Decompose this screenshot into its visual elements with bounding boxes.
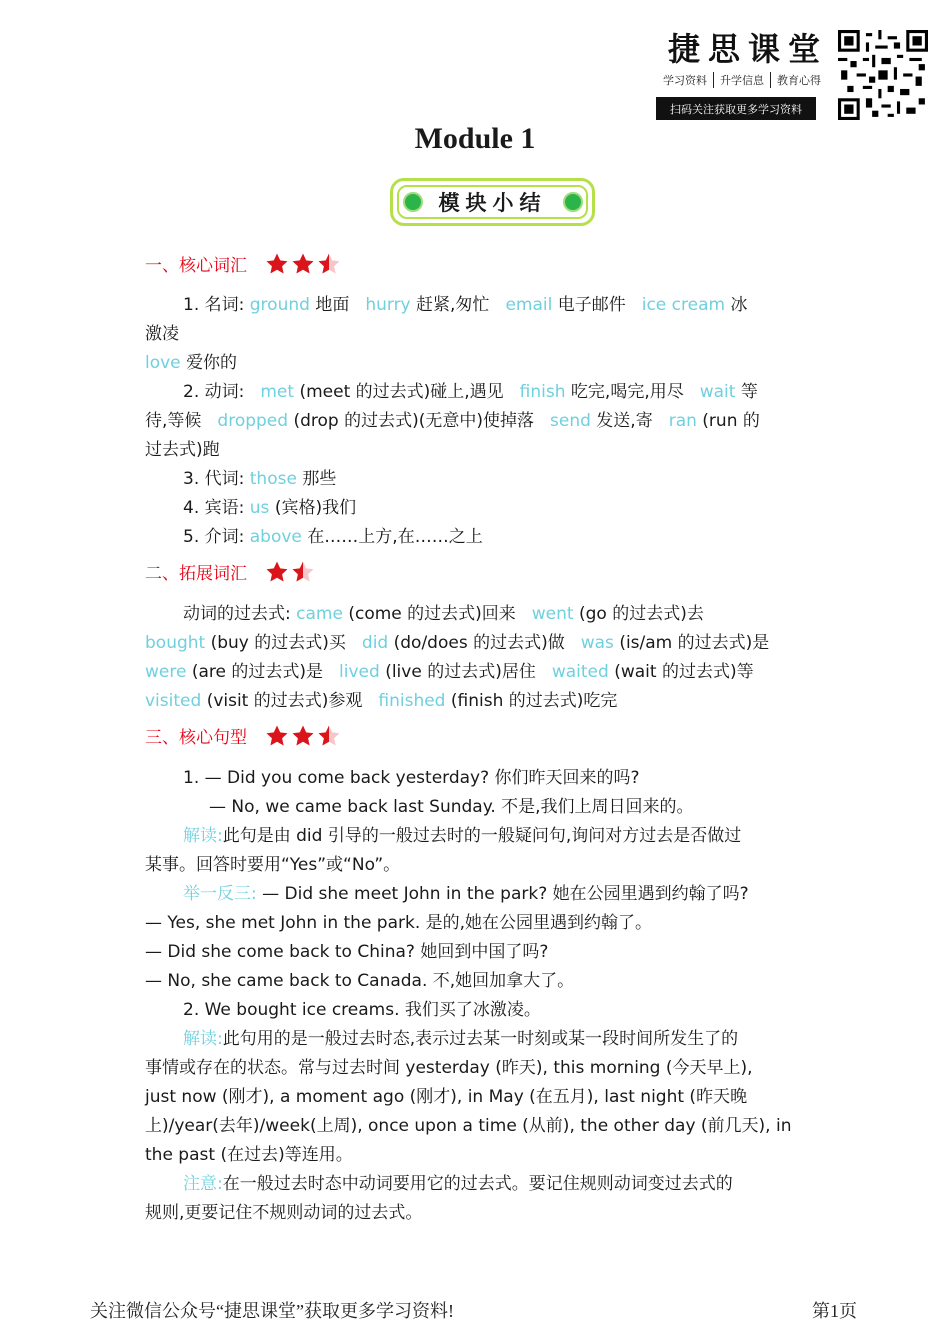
sentence-line: — No, we came back last Sunday. 不是,我们上周日回来的。 bbox=[209, 797, 694, 817]
star-half-icon bbox=[291, 560, 315, 584]
brand-banner: 扫码关注获取更多学习资料 bbox=[656, 97, 816, 120]
extension-line: — Yes, she met John in the park. 是的,她在公园里遇到约翰了。 bbox=[145, 913, 653, 933]
brand-tag: 学习资料 bbox=[657, 72, 714, 88]
ext-vocab-line: were (are 的过去式)是 lived (live 的过去式)居住 waited (wait 的过去式)等 bbox=[145, 662, 754, 682]
explanation-line: 解读:此句是由 did 引导的一般过去时的一般疑问句,询问对方过去是否做过 bbox=[183, 826, 742, 846]
footer-text: 关注微信公众号“捷思课堂”获取更多学习资料! bbox=[90, 1301, 454, 1321]
vocab-nouns: 1. 名词: ground 地面 hurry 赶紧,匆忙 email 电子邮件 ice cream 冰 bbox=[183, 295, 748, 315]
green-dot-icon bbox=[403, 192, 423, 212]
section-heading-core-vocab bbox=[145, 251, 341, 276]
explanation-line: just now (刚才), a moment ago (刚才), in May (在五月), last night (昨天晚 bbox=[145, 1087, 748, 1107]
section-heading-ext-vocab bbox=[145, 559, 315, 584]
star-full-icon bbox=[265, 252, 289, 276]
badge-label: 模块小结 bbox=[438, 191, 547, 215]
note-line: 注意:在一般过去时态中动词要用它的过去式。要记住规则动词变过去式的 bbox=[183, 1174, 733, 1194]
ext-vocab-line: 动词的过去式: came (come 的过去式)回来 went (go 的过去式)去 bbox=[183, 604, 704, 624]
section-title: 三、核心句型 bbox=[145, 728, 247, 748]
vocab-verbs-cont: 过去式)跑 bbox=[145, 440, 220, 460]
explanation-line: 事情或存在的状态。常与过去时间 yesterday (昨天), this morning (今天早上), bbox=[145, 1058, 753, 1078]
sentence-line: 1. — Did you come back yesterday? 你们昨天回来的吗? bbox=[183, 768, 640, 788]
green-dot-icon bbox=[563, 192, 583, 212]
explanation-line: 解读:此句用的是一般过去时态,表示过去某一时刻或某一段时间所发生了的 bbox=[183, 1029, 739, 1049]
explanation-line: 某事。回答时要用“Yes”或“No”。 bbox=[145, 855, 401, 875]
brand-tag: 升学信息 bbox=[714, 72, 771, 88]
star-full-icon bbox=[291, 724, 315, 748]
vocab-pronoun: 3. 代词: those 那些 bbox=[183, 469, 337, 489]
brand-title: 捷思课堂 bbox=[668, 30, 829, 68]
star-half-icon bbox=[317, 724, 341, 748]
explanation-line: 上)/year(去年)/week(上周), once upon a time (从前), the other day (前几天), in bbox=[145, 1116, 792, 1136]
vocab-nouns-cont: 激凌 bbox=[145, 324, 179, 344]
star-rating bbox=[265, 560, 315, 584]
extension-line: — No, she came back to Canada. 不,她回加拿大了。 bbox=[145, 971, 575, 991]
vocab-object: 4. 宾语: us (宾格)我们 bbox=[183, 498, 357, 518]
extension-line: 举一反三: — Did she meet John in the park? 她在公园里遇到约翰了吗? bbox=[183, 884, 749, 904]
section-title: 二、拓展词汇 bbox=[145, 564, 247, 584]
vocab-prep: 5. 介词: above 在……上方,在……之上 bbox=[183, 527, 483, 547]
section-title: 一、核心词汇 bbox=[145, 256, 247, 276]
star-half-icon bbox=[317, 252, 341, 276]
explanation-line: the past (在过去)等连用。 bbox=[145, 1145, 353, 1165]
star-full-icon bbox=[265, 724, 289, 748]
note-line: 规则,更要记住不规则动词的过去式。 bbox=[145, 1203, 423, 1223]
qr-code-icon[interactable] bbox=[838, 30, 928, 120]
star-rating bbox=[265, 252, 341, 276]
section-heading-core-sentences bbox=[145, 723, 341, 748]
brand-tag: 教育心得 bbox=[777, 74, 821, 87]
vocab-nouns-cont: love 爱你的 bbox=[145, 353, 238, 373]
star-rating bbox=[265, 724, 341, 748]
page-title: Module 1 bbox=[414, 122, 536, 155]
ext-vocab-line: visited (visit 的过去式)参观 finished (finish 的过去式)吃完 bbox=[145, 691, 618, 711]
page-number: 第1页 bbox=[812, 1301, 857, 1321]
brand-tags bbox=[657, 72, 827, 88]
vocab-verbs: 2. 动词: met (meet 的过去式)碰上,遇见 finish 吃完,喝完,用尽 wait 等 bbox=[183, 382, 758, 402]
star-full-icon bbox=[291, 252, 315, 276]
ext-vocab-line: bought (buy 的过去式)买 did (do/does 的过去式)做 was (is/am 的过去式)是 bbox=[145, 633, 770, 653]
sentence-line: 2. We bought ice creams. 我们买了冰激凌。 bbox=[183, 1000, 541, 1020]
vocab-verbs-cont: 待,等候 dropped (drop 的过去式)(无意中)使掉落 send 发送,寄 ran (run 的 bbox=[145, 411, 760, 431]
module-summary-badge bbox=[390, 178, 595, 226]
star-full-icon bbox=[265, 560, 289, 584]
extension-line: — Did she come back to China? 她回到中国了吗? bbox=[145, 942, 549, 962]
